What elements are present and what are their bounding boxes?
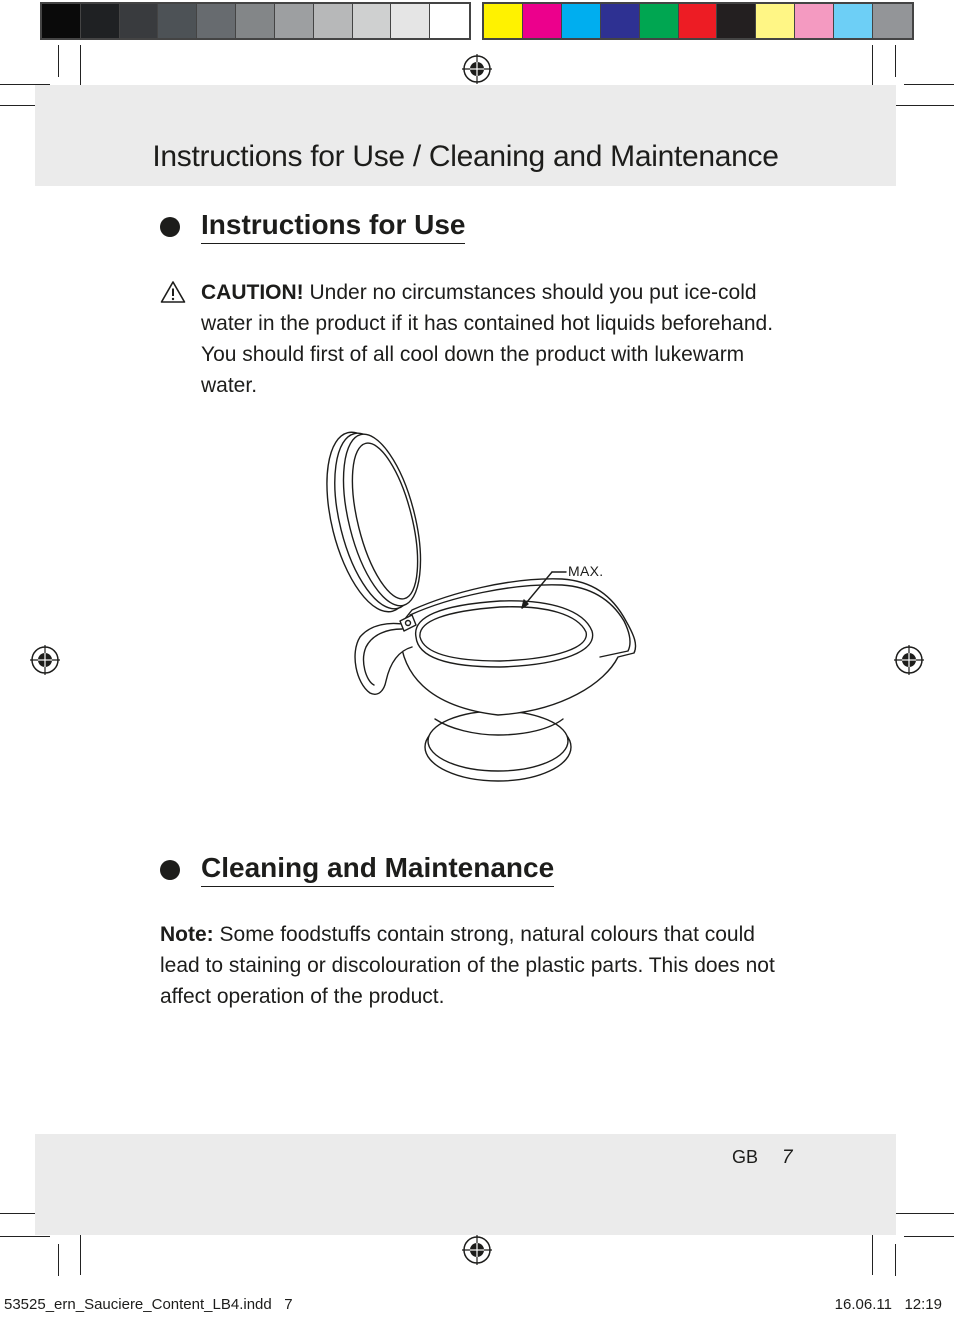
section-heading-cleaning xyxy=(160,852,554,887)
color-swatch xyxy=(717,4,756,38)
color-swatch xyxy=(120,4,159,38)
bullet-icon xyxy=(160,860,180,880)
crop-mark xyxy=(895,1244,896,1276)
caution-block xyxy=(160,277,800,401)
crop-mark xyxy=(889,105,954,106)
registration-mark-icon xyxy=(462,1235,492,1265)
section-title: Instructions for Use xyxy=(201,209,465,244)
color-swatch xyxy=(756,4,795,38)
warning-triangle-icon xyxy=(160,280,186,304)
color-swatch xyxy=(275,4,314,38)
slug-filename: 53525_ern_Sauciere_Content_LB4.indd 7 xyxy=(4,1296,293,1313)
footer-band xyxy=(35,1134,896,1235)
language-code: GB xyxy=(732,1147,759,1167)
caution-label: CAUTION! xyxy=(201,281,304,304)
crop-mark xyxy=(0,1236,50,1237)
color-swatch xyxy=(873,4,912,38)
max-fill-label: MAX. xyxy=(568,563,604,579)
process-color-bar xyxy=(482,2,914,40)
crop-mark xyxy=(58,45,59,77)
color-swatch xyxy=(81,4,120,38)
color-swatch xyxy=(679,4,718,38)
page-title: Instructions for Use / Cleaning and Maintenance xyxy=(152,140,779,173)
section-title: Cleaning and Maintenance xyxy=(201,852,554,887)
registration-mark-icon xyxy=(30,645,60,675)
slug-timestamp: 16.06.11 12:19 xyxy=(834,1296,942,1313)
crop-mark xyxy=(872,45,873,90)
color-swatch xyxy=(523,4,562,38)
color-swatch xyxy=(314,4,353,38)
bullet-icon xyxy=(160,217,180,237)
color-swatch xyxy=(430,4,469,38)
color-swatch xyxy=(197,4,236,38)
color-swatch xyxy=(353,4,392,38)
crop-mark xyxy=(904,1236,954,1237)
color-swatch xyxy=(484,4,523,38)
crop-mark xyxy=(904,84,954,85)
crop-mark xyxy=(80,1230,81,1275)
color-swatch xyxy=(601,4,640,38)
crop-mark xyxy=(80,45,81,90)
gravy-boat-illustration xyxy=(300,425,660,805)
page-number: 7 xyxy=(782,1147,793,1168)
color-swatch xyxy=(640,4,679,38)
grey-scale-bar xyxy=(40,2,471,40)
note-label: Note: xyxy=(160,923,214,946)
color-swatch xyxy=(236,4,275,38)
color-swatch xyxy=(391,4,430,38)
caution-text: Under no circumstances should you put ice-cold water in the product if it has contained hot liquids beforehand. You should first of all cool down the product with lukewarm water. xyxy=(201,281,774,397)
registration-mark-icon xyxy=(462,54,492,84)
note-block xyxy=(160,919,800,1012)
header-band xyxy=(35,85,896,186)
crop-mark xyxy=(872,1230,873,1275)
color-swatch xyxy=(42,4,81,38)
color-swatch xyxy=(834,4,873,38)
caution-paragraph xyxy=(201,277,800,401)
note-text: Some foodstuffs contain strong, natural colours that could lead to staining or discolouration of the plastic parts. This does not affect operation of the product. xyxy=(160,923,775,1008)
crop-mark xyxy=(889,1213,954,1214)
crop-mark xyxy=(58,1244,59,1276)
note-paragraph xyxy=(160,919,800,1012)
color-swatch xyxy=(562,4,601,38)
color-swatch xyxy=(158,4,197,38)
color-swatch xyxy=(795,4,834,38)
registration-mark-icon xyxy=(894,645,924,675)
crop-mark xyxy=(895,45,896,77)
section-heading-instructions xyxy=(160,209,465,244)
